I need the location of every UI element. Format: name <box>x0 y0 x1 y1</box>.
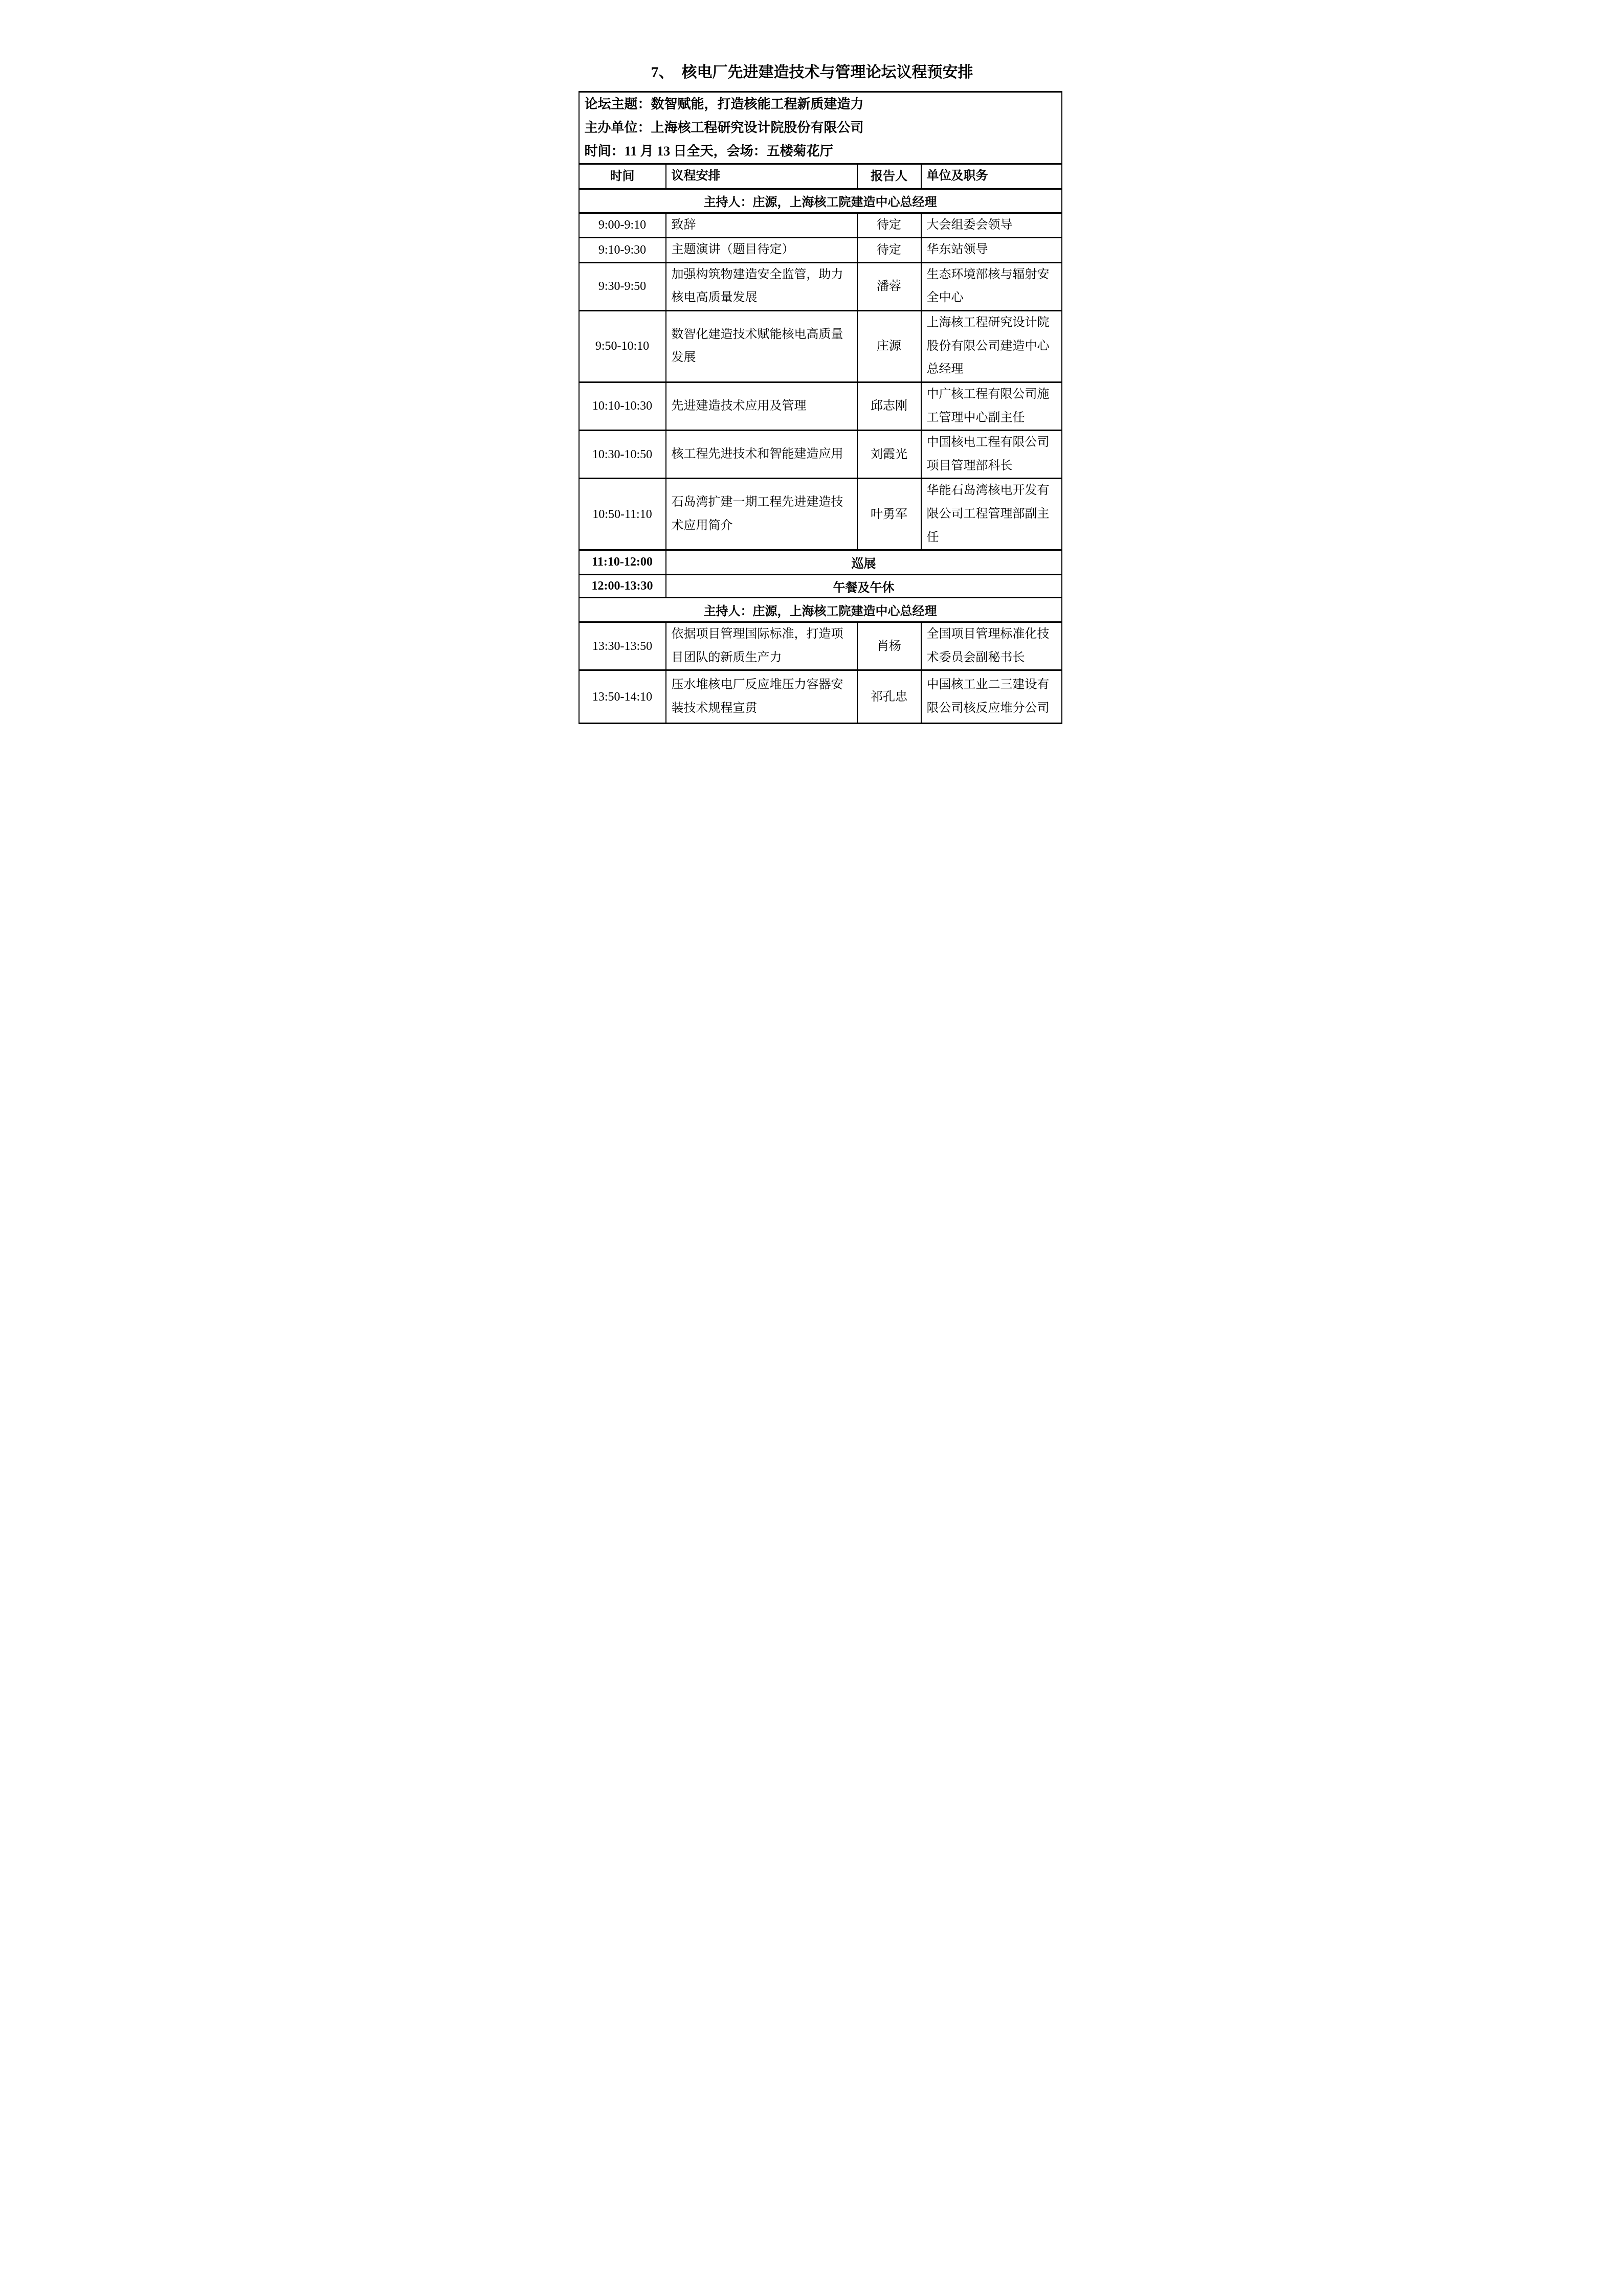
table-header-row <box>579 164 1062 189</box>
table-row <box>579 238 1062 263</box>
agenda-cell: 致辞 <box>666 213 857 238</box>
agenda-cell: 依据项目管理国际标准，打造项目团队的新质生产力 <box>666 622 857 670</box>
time-cell: 9:30-9:50 <box>579 262 666 310</box>
org-cell: 生态环境部核与辐射安全中心 <box>921 262 1062 310</box>
table-row-lunch <box>579 575 1062 598</box>
time-cell: 9:10-9:30 <box>579 238 666 263</box>
table-row <box>579 382 1062 430</box>
table-row <box>579 670 1062 724</box>
speaker-cell: 叶勇军 <box>857 479 921 550</box>
lunch-cell: 午餐及午休 <box>666 575 1062 598</box>
exhibition-cell: 巡展 <box>666 550 1062 575</box>
forum-organizer: 主办单位：上海核工程研究设计院股份有限公司 <box>584 120 864 135</box>
forum-info-cell <box>579 92 1062 164</box>
table-row <box>579 479 1062 550</box>
header-org: 单位及职务 <box>921 164 1062 189</box>
table-row <box>579 431 1062 479</box>
agenda-cell: 压水堆核电厂反应堆压力容器安装技术规程宣贯 <box>666 670 857 724</box>
org-cell: 上海核工程研究设计院股份有限公司建造中心总经理 <box>921 310 1062 382</box>
document-page <box>542 0 1083 766</box>
speaker-cell: 潘蓉 <box>857 262 921 310</box>
org-cell: 中广核工程有限公司施工管理中心副主任 <box>921 382 1062 430</box>
agenda-cell: 核工程先进技术和智能建造应用 <box>666 431 857 479</box>
speaker-cell: 肖杨 <box>857 622 921 670</box>
header-speaker: 报告人 <box>857 164 921 189</box>
agenda-cell: 加强构筑物建造安全监管，助力核电高质量发展 <box>666 262 857 310</box>
speaker-cell: 庄源 <box>857 310 921 382</box>
speaker-cell: 邱志刚 <box>857 382 921 430</box>
org-cell: 大会组委会领导 <box>921 213 1062 238</box>
org-cell: 全国项目管理标准化技术委员会副秘书长 <box>921 622 1062 670</box>
speaker-cell: 祁孔忠 <box>857 670 921 724</box>
speaker-cell: 待定 <box>857 238 921 263</box>
table-row <box>579 262 1062 310</box>
time-cell: 10:30-10:50 <box>579 431 666 479</box>
header-agenda: 议程安排 <box>666 164 857 189</box>
document-title: 7、 核电厂先进建造技术与管理论坛议程预安排 <box>651 64 973 81</box>
org-cell: 中国核电工程有限公司项目管理部科长 <box>921 431 1062 479</box>
table-row-exhibition <box>579 550 1062 575</box>
org-cell: 中国核工业二三建设有限公司核反应堆分公司 <box>921 670 1062 724</box>
table-row <box>579 622 1062 670</box>
agenda-table <box>579 91 1062 724</box>
moderator-row-morning <box>579 189 1062 213</box>
time-cell: 11:10-12:00 <box>579 550 666 575</box>
moderator-row-afternoon <box>579 598 1062 622</box>
time-cell: 10:50-11:10 <box>579 479 666 550</box>
time-cell: 10:10-10:30 <box>579 382 666 430</box>
time-cell: 12:00-13:30 <box>579 575 666 598</box>
table-row-info <box>579 92 1062 164</box>
table-row <box>579 213 1062 238</box>
time-cell: 9:50-10:10 <box>579 310 666 382</box>
time-cell: 9:00-9:10 <box>579 213 666 238</box>
time-cell: 13:50-14:10 <box>579 670 666 724</box>
agenda-cell: 数智化建造技术赋能核电高质量发展 <box>666 310 857 382</box>
org-cell: 华能石岛湾核电开发有限公司工程管理部副主任 <box>921 479 1062 550</box>
speaker-cell: 刘霞光 <box>857 431 921 479</box>
forum-time-venue: 时间：11 月 13 日全天，会场：五楼菊花厅 <box>584 144 833 159</box>
org-cell: 华东站领导 <box>921 238 1062 263</box>
table-row <box>579 310 1062 382</box>
agenda-cell: 主题演讲（题目待定） <box>666 238 857 263</box>
moderator-afternoon: 主持人：庄源，上海核工院建造中心总经理 <box>579 598 1062 622</box>
forum-theme: 论坛主题：数智赋能，打造核能工程新质建造力 <box>584 97 864 111</box>
speaker-cell: 待定 <box>857 213 921 238</box>
moderator-morning: 主持人：庄源，上海核工院建造中心总经理 <box>579 189 1062 213</box>
agenda-cell: 先进建造技术应用及管理 <box>666 382 857 430</box>
header-time: 时间 <box>579 164 666 189</box>
agenda-cell: 石岛湾扩建一期工程先进建造技术应用简介 <box>666 479 857 550</box>
time-cell: 13:30-13:50 <box>579 622 666 670</box>
